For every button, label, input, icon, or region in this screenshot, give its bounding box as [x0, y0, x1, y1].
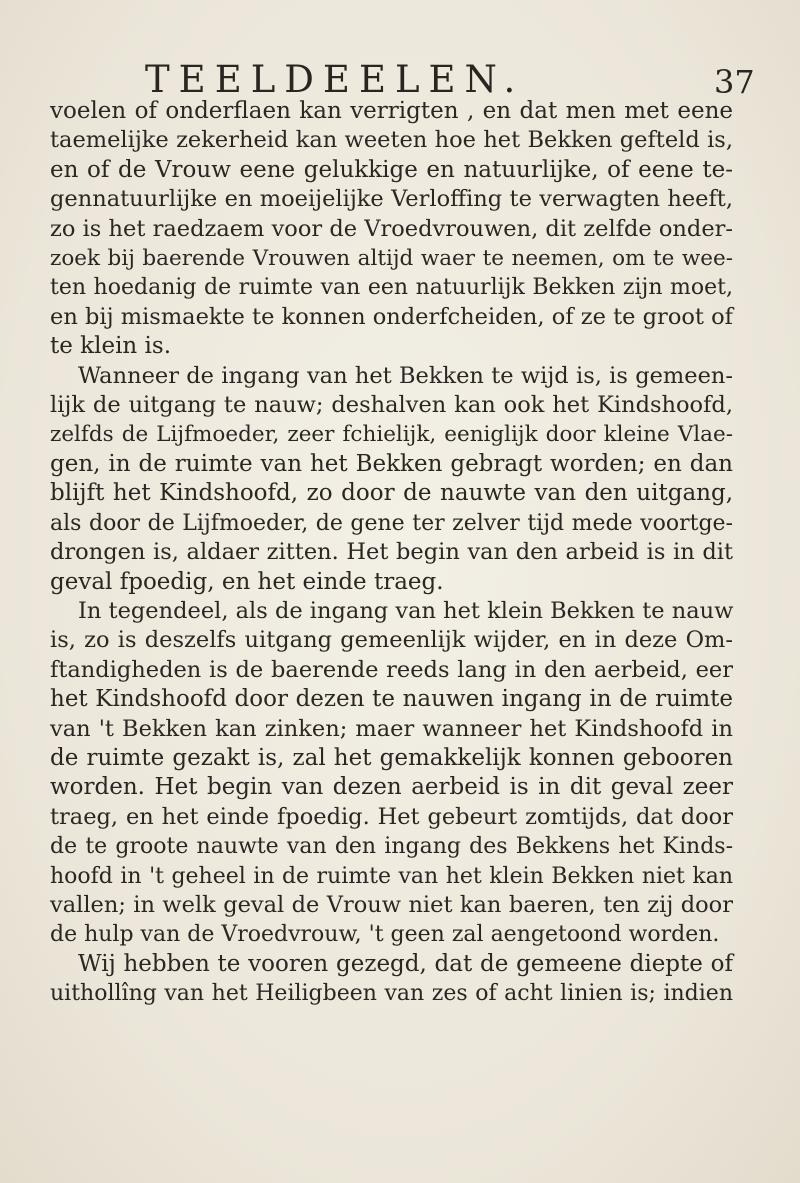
text-line: en bij mismaekte te konnen onderfcheiden, of ze te groot of	[50, 303, 733, 330]
text-line: hoofd in 't geheel in de ruimte van het klein Bekken niet kan	[50, 863, 733, 889]
text-line: zoek bij baerende Vrouwen altijd waer te neemen, om te wee-	[50, 246, 733, 272]
text-line: de ruimte gezakt is, zal het gemakkelijk konnen gebooren	[50, 744, 733, 771]
paragraph-1	[50, 97, 733, 362]
text-line: In tegendeel, als de ingang van het klein Bekken te nauw	[78, 597, 734, 624]
text-line: lijk de uitgang te nauw; deshalven kan ook het Kindshoofd,	[50, 392, 733, 419]
text-line: de te groote nauwte van den ingang des Bekkens het Kinds-	[50, 834, 733, 860]
text-line: de hulp van de Vroedvrouw, 't geen zal aengetoond worden.	[50, 922, 720, 948]
paragraph-3	[50, 597, 733, 950]
text-line: van 't Bekken kan zinken; maer wanneer het Kindshoofd in	[50, 715, 733, 742]
text-line: Wanneer de ingang van het Bekken te wijd is, is gemeen-	[78, 362, 733, 389]
text-line: zo is het raedzaem voor de Vroedvrouwen, dit zelfde onder-	[50, 215, 733, 242]
text-line: traeg, en het einde fpoedig. Het gebeurt zomtijds, dat door	[50, 803, 733, 830]
text-line: worden. Het begin van dezen aerbeid is in dit geval zeer	[50, 774, 733, 801]
text-line: voelen of onderflaen kan verrigten , en dat men met eene	[50, 98, 733, 124]
text-line: Wij hebben te vooren gezegd, dat de gemeene diepte of	[78, 950, 733, 977]
text-line: te klein is.	[50, 333, 172, 360]
text-line: het Kindshoofd door dezen te nauwen ingang in de ruimte	[50, 686, 733, 713]
page-header	[0, 58, 800, 102]
text-line: uithollîng van het Heiligbeen van zes of acht linien is; indien	[50, 981, 733, 1007]
body-text	[50, 97, 733, 1009]
running-title: TEELDEELEN.	[145, 58, 525, 101]
text-line: drongen is, aldaer zitten. Het begin van den arbeid is in dit	[50, 539, 733, 566]
paragraph-4	[50, 950, 733, 1009]
page-number: 37	[714, 63, 755, 101]
text-line: blijft het Kindshoofd, zo door de nauwte van den uitgang,	[50, 480, 733, 507]
text-line: ftandigheden is de baerende reeds lang in den aerbeid, eer	[50, 656, 733, 683]
text-line: taemelijke zekerheid kan weeten hoe het Bekken gefteld is,	[50, 127, 733, 154]
text-line: en of de Vrouw eene gelukkige en natuurlijke, of eene te-	[50, 156, 733, 183]
text-line: vallen; in welk geval de Vrouw niet kan baeren, ten zij door	[50, 891, 733, 918]
text-line: als door de Lijfmoeder, de gene ter zelver tijd mede voortge-	[50, 510, 733, 536]
text-line: ten hoedanig de ruimte van een natuurlijk Bekken zijn moet,	[50, 275, 733, 301]
paragraph-2	[50, 362, 733, 597]
text-line: gen, in de ruimte van het Bekken gebragt worden; en dan	[50, 450, 733, 477]
text-line: geval fpoedig, en het einde traeg.	[50, 568, 444, 595]
text-line: gennatuurlijke en moeijelijke Verloffing te verwagten heeft,	[50, 186, 733, 213]
text-line: is, zo is deszelfs uitgang gemeenlijk wijder, en in deze Om-	[50, 627, 733, 654]
text-line: zelfds de Lijfmoeder, zeer fchielijk, eeniglijk door kleine Vlae-	[50, 422, 733, 448]
